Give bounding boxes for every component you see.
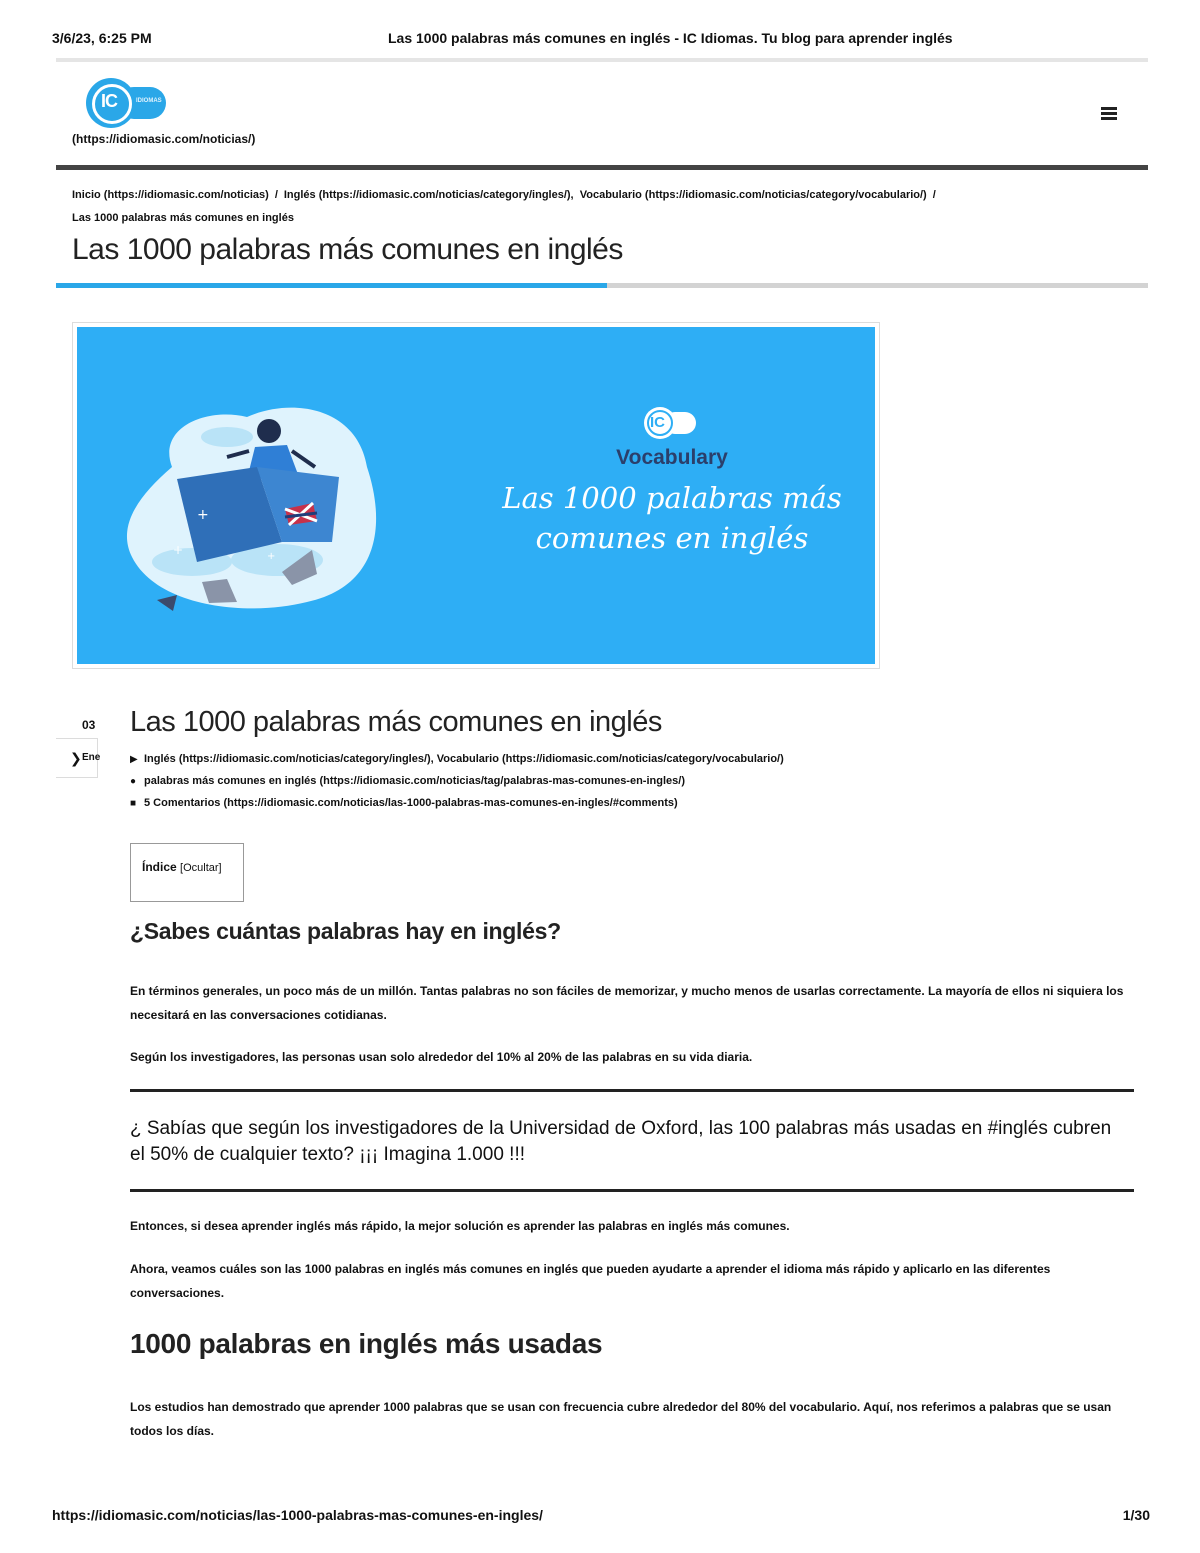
logo-text: IC xyxy=(101,91,117,111)
logo-subtext: IDIOMAS xyxy=(136,98,162,104)
toc-toggle-link[interactable]: [Ocultar] xyxy=(180,862,222,874)
featured-image xyxy=(77,327,875,664)
paragraph-estudios: Los estudios han demostrado que aprender 1000 palabras que se usan con frecuencia cubre alrededor del 80% del vocabulario. Aquí, nos referimos a palabras que se usan todos los días. xyxy=(130,1400,1112,1438)
print-footer-url: https://idiomasic.com/noticias/las-1000-palabras-mas-comunes-en-ingles/ xyxy=(52,1507,543,1523)
breadcrumb-separator: / xyxy=(932,189,936,201)
hamburger-menu-icon[interactable] xyxy=(1101,107,1117,121)
post-date-badge xyxy=(56,738,101,778)
post-date-day: 03 xyxy=(82,718,96,732)
print-page-number: 1/30 xyxy=(1122,1507,1150,1523)
site-logo[interactable] xyxy=(86,78,168,128)
paragraph-millon: En términos generales, un poco más de un millón. Tantas palabras no son fáciles de memorizar, y mucho menos de usarlas correctamente. La mayoría de ellos ni siquiera los necesitará en las conversaciones cotidianas. xyxy=(130,984,1124,1022)
post-tags-link[interactable]: palabras más comunes en inglés (https://idiomasic.com/noticias/tag/palabras-mas-comunes-en-ingles/) xyxy=(144,775,685,787)
quote-bottom-divider xyxy=(130,1189,1134,1192)
breadcrumb-vocabulario[interactable]: Vocabulario (https://idiomasic.com/noticias/category/vocabulario/) xyxy=(579,189,927,201)
folder-icon: ▶ xyxy=(130,754,138,765)
section-heading-palabras: ¿Sabes cuántas palabras hay en inglés? xyxy=(130,918,561,944)
breadcrumb-home[interactable]: Inicio (https://idiomasic.com/noticias) xyxy=(72,189,269,201)
paragraph-investigadores: Según los investigadores, las personas usan solo alrededor del 10% al 20% de las palabras en su vida diaria. xyxy=(130,1050,753,1064)
quote-top-divider xyxy=(130,1089,1134,1092)
paragraph-ahora-start: Ahora, veamos xyxy=(130,1262,220,1276)
banner-title-line1: Las 1000 palabras más xyxy=(502,481,842,515)
paragraph-entonces: Entonces, si desea aprender inglés más rápido, la mejor solución es aprender las palabras en inglés más comunes. xyxy=(130,1219,790,1233)
print-header-divider xyxy=(56,58,1148,62)
post-comments-link[interactable]: 5 Comentarios (https://idiomasic.com/noticias/las-1000-palabras-mas-comunes-en-ingles/#comments) xyxy=(144,797,678,809)
section-heading-1000-palabras: 1000 palabras en inglés más usadas xyxy=(130,1328,603,1359)
comments-icon: ■ xyxy=(130,798,137,809)
paragraph-ahora xyxy=(130,1257,1130,1305)
svg-text:+: + xyxy=(197,507,209,523)
table-of-contents xyxy=(130,843,244,902)
print-page-title: Las 1000 palabras más comunes en inglés - IC Idiomas. Tu blog para aprender inglés xyxy=(388,30,953,46)
post-comments xyxy=(130,796,1130,811)
breadcrumb-separator: / xyxy=(274,189,278,201)
breadcrumb-current: Las 1000 palabras más comunes en inglés xyxy=(72,212,294,224)
post-tags xyxy=(130,774,1130,789)
featured-image-frame xyxy=(72,322,880,669)
page-title: Las 1000 palabras más comunes en inglés xyxy=(72,233,623,266)
paragraph-ahora-end: que pueden ayudarte a aprender el idioma más rápido y aplicarlo en las diferentes conversaciones. xyxy=(130,1262,1051,1300)
toc-title xyxy=(142,860,222,874)
title-divider-accent xyxy=(56,283,607,288)
tag-icon: ● xyxy=(130,776,137,787)
blockquote-oxford: ¿ Sabías que según los investigadores de la Universidad de Oxford, las 100 palabras más usadas en #inglés cubren el 50% de cualquier texto? ¡¡¡ Imagina 1.000 !!! xyxy=(130,1118,1112,1165)
logo-link-url[interactable]: (https://idiomasic.com/noticias/) xyxy=(72,132,256,146)
chevron-right-icon: ❯ xyxy=(70,750,82,766)
breadcrumb xyxy=(72,184,1132,230)
post-categories xyxy=(130,752,1130,767)
post-title: Las 1000 palabras más comunes en inglés xyxy=(130,706,662,738)
print-header xyxy=(52,30,1152,50)
banner-subtitle: Vocabulary xyxy=(616,446,728,469)
post-categories-links[interactable]: Inglés (https://idiomasic.com/noticias/category/ingles/), Vocabulario (https://idiomasic.com/noticias/category/vocabulario/) xyxy=(144,753,784,765)
breadcrumb-ingles[interactable]: Inglés (https://idiomasic.com/noticias/category/ingles/), xyxy=(283,189,574,201)
svg-text:+: + xyxy=(173,543,184,557)
banner-logo-text: IC xyxy=(650,414,665,431)
toc-label: Índice xyxy=(142,860,177,874)
post-date-month: Ene xyxy=(82,752,101,763)
nav-divider xyxy=(56,165,1148,170)
banner-title-line2: comunes en inglés xyxy=(535,521,809,555)
print-date: 3/6/23, 6:25 PM xyxy=(52,30,152,46)
banner-title xyxy=(492,478,852,558)
svg-text:+: + xyxy=(267,551,276,562)
banner-logo xyxy=(644,407,702,439)
paragraph-ahora-bold: cuáles son las 1000 palabras en inglés más comunes en inglés xyxy=(219,1262,579,1276)
